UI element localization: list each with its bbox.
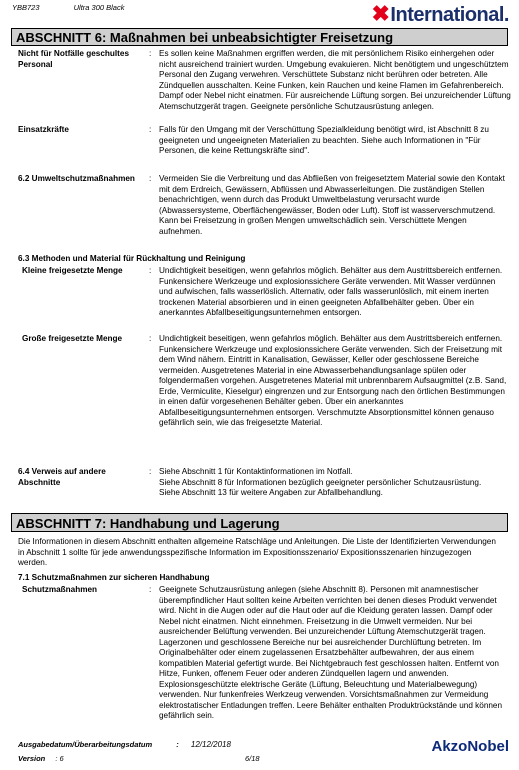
large-spill-row: Große freigesetzte Menge : Undichtigkeit beseitigen, wenn gefahrlos möglich. Behälter aus dem Austrittsbereich entfernen. Funkensichere Werkzeuge und explosionssichere Geräte verwenden. Sich der Freisetzung mit dem Wind nähern. Eintritt in Kanalisation, Gewässer, Keller oder geschlossene Bereiche vermeiden. Ausgetretenes Material in eine Abwasserbehandlungsanlage spülen oder folgendermaßen vorgehen. Ausgetretenes Material mit unbrennbarem Aufsaugmittel (z.B. Sand, Erde, Vermiculite, Kieselgur) eingrenzen und zur Entsorgung nach den örtlichen Bestimmungen in einen dafür vorgesehenen Behälter geben. Über ein anerkanntes Abfallbeseitigungsunternehmen entsorgen. Verschmutzte Absorptionsmittel können genauso gefährlich sein, wie das freigesetzte Material.	[18, 334, 508, 452]
row-label: 6.2 Umweltschutzmaßnahmen	[18, 174, 135, 183]
row-text: Undichtigkeit beseitigen, wenn gefahrlos möglich. Behälter aus dem Austrittsbereich entfernen. Funkensichere Werkzeuge und explosionssichere Geräte verwenden. Mit Wasser verdünnen und aufwischen, falls wasserlöslich. Alternativ, oder falls wasserunlöslich, mit einem inerten trockenen Material absorbieren und in einen geeigneten Abfallbehälter geben. Über ein anerkanntes Abfallbeseitigungsunternehmen entsorgen.	[159, 266, 503, 317]
row-text: Undichtigkeit beseitigen, wenn gefahrlos möglich. Behälter aus dem Austrittsbereich entfernen. Funkensichere Werkzeuge und explosionssichere Geräte verwenden. Sich der Freisetzung mit dem Wind nähern. Eintritt in Kanalisation, Gewässer, Keller oder geschlossene Bereiche vermeiden. Ausgetretenes Material in eine Abwasserbehandlungsanlage spülen oder folgendermaßen vorgehen. Ausgetretenes Material mit unbrennbarem Aufsaugmittel (z.B. Sand, Erde, Vermiculite, Kieselgur) eingrenzen und zur Entsorgung nach den örtlichen Bestimmungen in einen dafür vorgesehenen Behälter geben. Über ein anerkanntes Abfallbeseitigungsunternehmen entsorgen. Verschmutzte Absorptionsmittel können genauso gefährlich sein, wie das freigesetzte Material.	[159, 334, 507, 427]
row-text: Falls für den Umgang mit der Verschüttung Spezialkleidung benötigt wird, ist Abschnitt 8 zu geeigneten und ungeeigneten Materialien zu beachten. Siehe auch Informationen in "Für Personen, die keine Rettungskräfte sind".	[159, 125, 489, 155]
env-row: 6.2 Umweltschutzmaßnahmen : Vermeiden Sie die Verbreitung und das Abfließen von freigesetztem Material sowie den Kontakt mit dem Erdreich, Gewässern, Abflüssen und Abwasserleitungen. Die zuständigen Stellen benachrichtigen, wenn durch das Produkt Umweltbelastung verursacht wurde (Abwassersysteme, Oberflächengewässer, Boden oder Luft). Stoff ist wasserverschmutzend. Kann bei Freisetzung in großen Mengen umweltschädlich sein. Verschüttete Mengen aufnehmen.	[18, 174, 508, 236]
row-text: Geeignete Schutzausrüstung anlegen (siehe Abschnitt 8). Personen mit anamnestischer überempfindlicher Haut sollten keine Arbeiten verrichten bei denen dieses Produkt verwendet wird. Nicht in die Augen oder auf die Haut oder auf die Kleidung geraten lassen. Dampf oder Nebel nicht einatmen. Nicht einnehmen. Freisetzung in die Umwelt vermeiden. Nur bei ausreichender Belüftung verwenden. Bei unzureichender Lüftung Atemschutzgerät tragen. Lagerzonen und geschlossene Bereiche nur bei ausreichender Durchlüftung betreten. Im Originalbehälter oder einem zugelassenen Ersatzbehälter aufbewahren, der aus einem kompatiblen Material gefertigt wurde. Bei Nichtgebrauch fest geschlossen halten. Entfernt von Hitze, Funken, offenem Feuer oder anderen Zündquellen lagern und anwenden. Explosionsgeschützte elektrische Geräte (Lüftung, Beleuchtung und Materialbewegung) verwenden. Nur funkenfreies Werkzeug verwenden. Vorsichtsmaßnahmen zur Vermeidung elektrostatischer Entladungen treffen. Leere Behälter enthalten Produktrückstände und können gefährlich sein.	[159, 585, 503, 720]
row-label: 6.4 Verweis auf andere Abschnitte	[18, 467, 106, 487]
row-label: Einsatzkräfte	[18, 125, 69, 134]
row-label: Schutzmaßnahmen	[22, 585, 98, 594]
footer-version: Version : 6	[18, 754, 64, 763]
footer-date: Ausgabedatum/Überarbeitungsdatum : 12/12/2018	[18, 740, 231, 749]
responders-row: Einsatzkräfte : Falls für den Umgang mit der Verschüttung Spezialkleidung benötigt wird, ist Abschnitt 8 zu geeigneten und ungeeigneten Materialien zu beachten. Siehe auch Informationen in "Für Personen, die keine Rettungskräfte sind".	[18, 125, 508, 157]
small-spill-row: Kleine freigesetzte Menge : Undichtigkeit beseitigen, wenn gefahrlos möglich. Behälter aus dem Austrittsbereich entfernen. Funkensichere Werkzeuge und explosionssichere Geräte verwenden. Mit Wasser verdünnen und aufwischen, falls wasserlöslich. Alternativ, oder falls wasserunlöslich, mit einem inerten trockenen Material absorbieren und in einen geeigneten Abfallbehälter geben. Über ein anerkanntes Abfallbeseitigungsunternehmen entsorgen.	[18, 266, 508, 332]
section-7-intro: Die Informationen in diesem Abschnitt enthalten allgemeine Ratschläge und Anleitungen. Die Liste der Identifizierten Verwendungen in Abschnitt 1 sollte für jede anwendungsspezifische Information im Expositionsszenario/ Expositionsszenarien hinzugezogen werden.	[18, 537, 496, 567]
row-label: Nicht für Notfälle geschultes Personal	[18, 49, 130, 69]
document-header	[12, 3, 124, 12]
row-text: Es sollen keine Maßnahmen ergriffen werden, die mit persönlichem Risiko einhergehen oder nicht ausreichend trainiert wurden. Umgebung evakuieren. Nicht benötigtem und ungeschütztem Personal den Zugang verwehren. Verschüttete Substanz nicht berühren oder betreten. Alle Zündquellen ausschalten. Keine Funken, kein Rauchen und keine Flamen im Gefahrenbereich. Dampf oder Nebel nicht einatmen. Für ausreichende Lüftung sorgen. Bei unzureichender Lüftung Atemschutzgerät tragen. Geeignete persönliche Schutzausrüstung anlegen.	[159, 49, 511, 111]
x-logo-icon: ✖	[371, 1, 390, 26]
non-emergency-row: Nicht für Notfälle geschultes Personal : Es sollen keine Maßnahmen ergriffen werden, die mit persönlichem Risiko einhergehen oder nicht ausreichend trainiert wurden. Umgebung evakuieren. Nicht benötigtem und ungeschütztem Personal den Zugang verwehren. Verschüttete Substanz nicht berühren oder betreten. Alle Zündquellen ausschalten. Keine Funken, kein Rauchen und keine Flamen im Gefahrenbereich. Dampf oder Nebel nicht einatmen. Für ausreichende Lüftung sorgen. Bei unzureichender Lüftung Atemschutzgerät tragen. Geeignete persönliche Schutzausrüstung anlegen.	[18, 49, 511, 111]
section-7-heading: ABSCHNITT 7: Handhabung und Lagerung	[11, 513, 508, 532]
row-text: Siehe Abschnitt 1 für Kontaktinformationen im Notfall. Siehe Abschnitt 8 für Informationen bezüglich geeigneter persönlicher Schutzausrüstung. Siehe Abschnitt 13 für weitere Angaben zur Abfallbehandlung.	[159, 467, 482, 497]
protective-measures-row: Schutzmaßnahmen : Geeignete Schutzausrüstung anlegen (siehe Abschnitt 8). Personen mit anamnestischer überempfindlicher Haut sollten keine Arbeiten verrichten bei denen dieses Produkt verwendet wird. Nicht in die Augen oder auf die Haut oder auf die Kleidung geraten lassen. Dampf oder Nebel nicht einatmen. Nicht einnehmen. Freisetzung in die Umwelt vermeiden. Nur bei ausreichender Belüftung verwenden. Bei unzureichender Lüftung Atemschutzgerät tragen. Lagerzonen und geschlossene Bereiche nur bei ausreichender Durchlüftung betreten. Im Originalbehälter oder einem zugelassenen Ersatzbehälter aufbewahren, der aus einem kompatiblen Material gefertigt wurde. Bei Nichtgebrauch fest geschlossen halten. Entfernt von Hitze, Funken, offenem Feuer oder anderen Zündquellen lagern und anwenden. Explosionsgeschützte elektrische Geräte (Lüftung, Beleuchtung und Materialbewegung) verwenden. Nur funkenfreies Werkzeug verwenden. Vorsichtsmaßnahmen zur Vermeidung elektrostatischer Entladungen treffen. Leere Behälter enthalten Produktrückstände und können gefährlich sein.	[18, 585, 508, 721]
international-logo: ✖International.	[371, 1, 509, 26]
subsection-6-3-title: 6.3 Methoden und Material für Rückhaltung und Reinigung	[18, 254, 246, 263]
row-label: Große freigesetzte Menge	[22, 334, 123, 343]
product-name: Ultra 300 Black	[73, 3, 125, 12]
section-6-heading: ABSCHNITT 6: Maßnahmen bei unbeabsichtigter Freisetzung	[11, 28, 508, 46]
akzonobel-logo: AkzoNobel	[431, 738, 509, 755]
page-number: 6/18	[245, 754, 260, 763]
reference-row: 6.4 Verweis auf andere Abschnitte : Siehe Abschnitt 1 für Kontaktinformationen im Notfall. Siehe Abschnitt 8 für Informationen bezüglich geeigneter persönlicher Schutzausrüstung. Siehe Abschnitt 13 für weitere Angaben zur Abfallbehandlung.	[18, 467, 508, 509]
subsection-7-1-title: 7.1 Schutzmaßnahmen zur sicheren Handhabung	[18, 573, 210, 582]
product-code: YBB723	[12, 3, 40, 12]
row-text: Vermeiden Sie die Verbreitung und das Abfließen von freigesetztem Material sowie den Kontakt mit dem Erdreich, Gewässern, Abflüssen und Abwasserleitungen. Die zuständigen Stellen benachrichtigen, wenn durch das Produkt Umweltbelastung verursacht wurde (Abwassersysteme, Oberflächengewässer, Boden oder Luft). Stoff ist wasserverschmutzend. Kann bei Freisetzung in großen Mengen umweltschädlich sein. Verschüttete Mengen aufnehmen.	[159, 174, 505, 236]
row-label: Kleine freigesetzte Menge	[22, 266, 123, 275]
